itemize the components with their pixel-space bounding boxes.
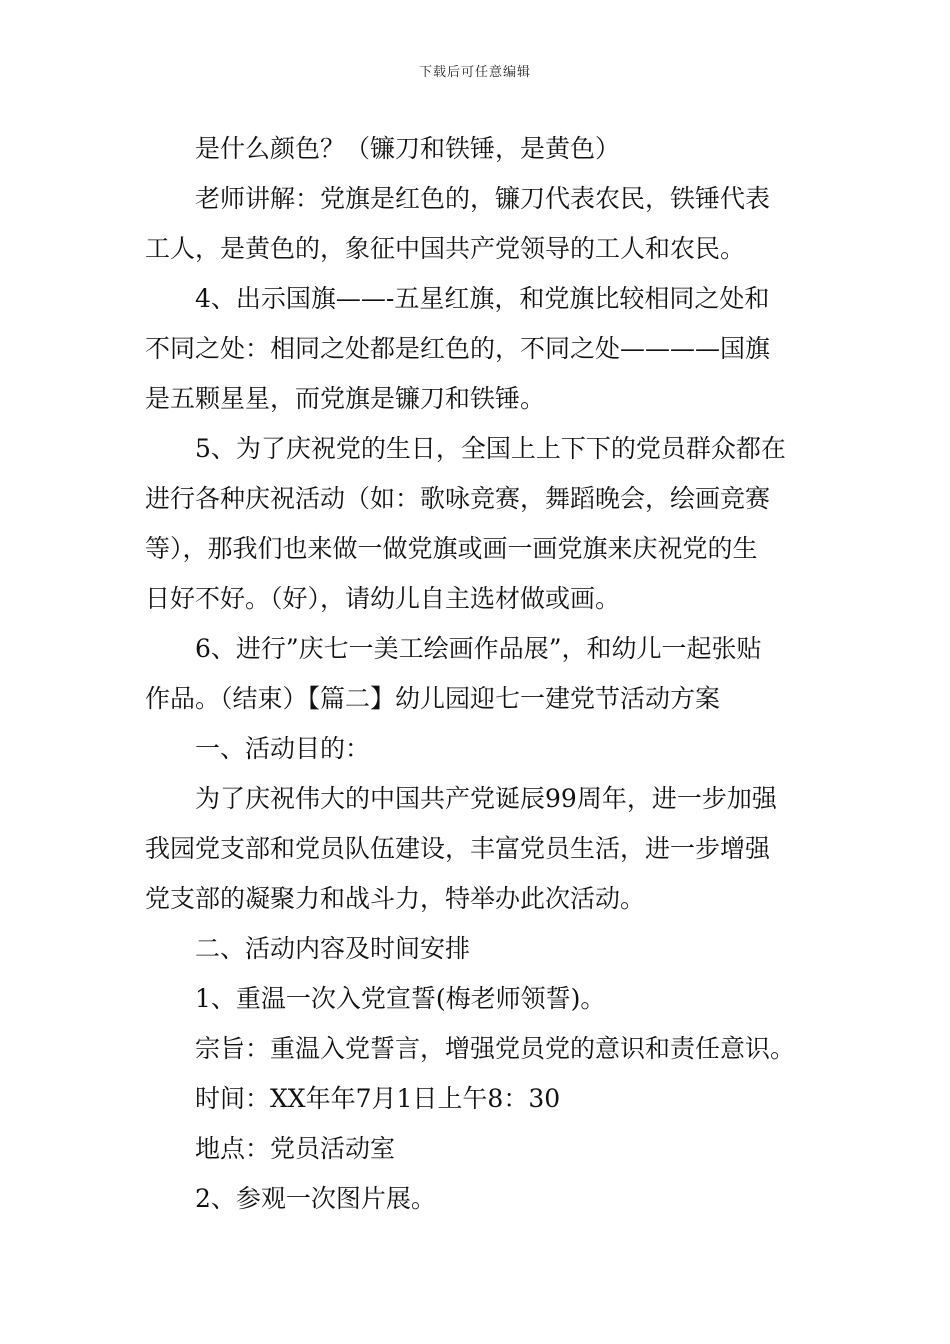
text-line: 进行各种庆祝活动（如：歌咏竞赛，舞蹈晚会，绘画竞赛	[145, 484, 771, 513]
text-line: 工人，是黄色的，象征中国共产党领导的工人和农民。	[145, 234, 746, 263]
text-line: 不同之处：相同之处都是红色的，不同之处————国旗	[145, 334, 771, 363]
text-line: 5、为了庆祝党的生日，全国上上下下的党员群众都在	[195, 434, 786, 463]
text-line: 老师讲解：党旗是红色的，镰刀代表农民，铁锤代表	[195, 184, 771, 213]
document-body	[145, 124, 810, 1224]
page-header-note: 下载后可任意编辑	[418, 65, 531, 80]
text-line: 2、参观一次图片展。	[195, 1184, 436, 1213]
section-heading: 一、活动目的：	[195, 734, 371, 763]
text-line: 等），那我们也来做一做党旗或画一画党旗来庆祝党的生	[145, 534, 758, 563]
text-line: 是五颗星星，而党旗是镰刀和铁锤。	[145, 384, 546, 413]
text-line: 6、进行”庆七一美工绘画作品展”，和幼儿一起张贴	[195, 634, 762, 663]
text-line: 时间：XX年年7月1日上午8：30	[195, 1084, 561, 1113]
text-line: 4、出示国旗——-五星红旗，和党旗比较相同之处和	[195, 284, 770, 313]
text-line: 日好不好。（好），请幼儿自主选材做或画。	[145, 584, 621, 613]
text-line: 1、重温一次入党宣誓(梅老师领誓)。	[195, 984, 606, 1013]
text-line: 党支部的凝聚力和战斗力，特举办此次活动。	[145, 884, 646, 913]
text-line: 宗旨：重温入党誓言，增强党员党的意识和责任意识。	[195, 1034, 796, 1063]
text-line: 我园党支部和党员队伍建设，丰富党员生活，进一步增强	[145, 834, 771, 863]
text-line: 作品。（结束）【篇二】幼儿园迎七一建党节活动方案	[145, 684, 721, 713]
section-heading: 二、活动内容及时间安排	[195, 934, 471, 963]
text-line: 为了庆祝伟大的中国共产党诞辰99周年，进一步加强	[195, 784, 777, 813]
text-line: 是什么颜色？（镰刀和铁锤，是黄色）	[195, 134, 621, 163]
text-line: 地点：党员活动室	[195, 1134, 396, 1163]
